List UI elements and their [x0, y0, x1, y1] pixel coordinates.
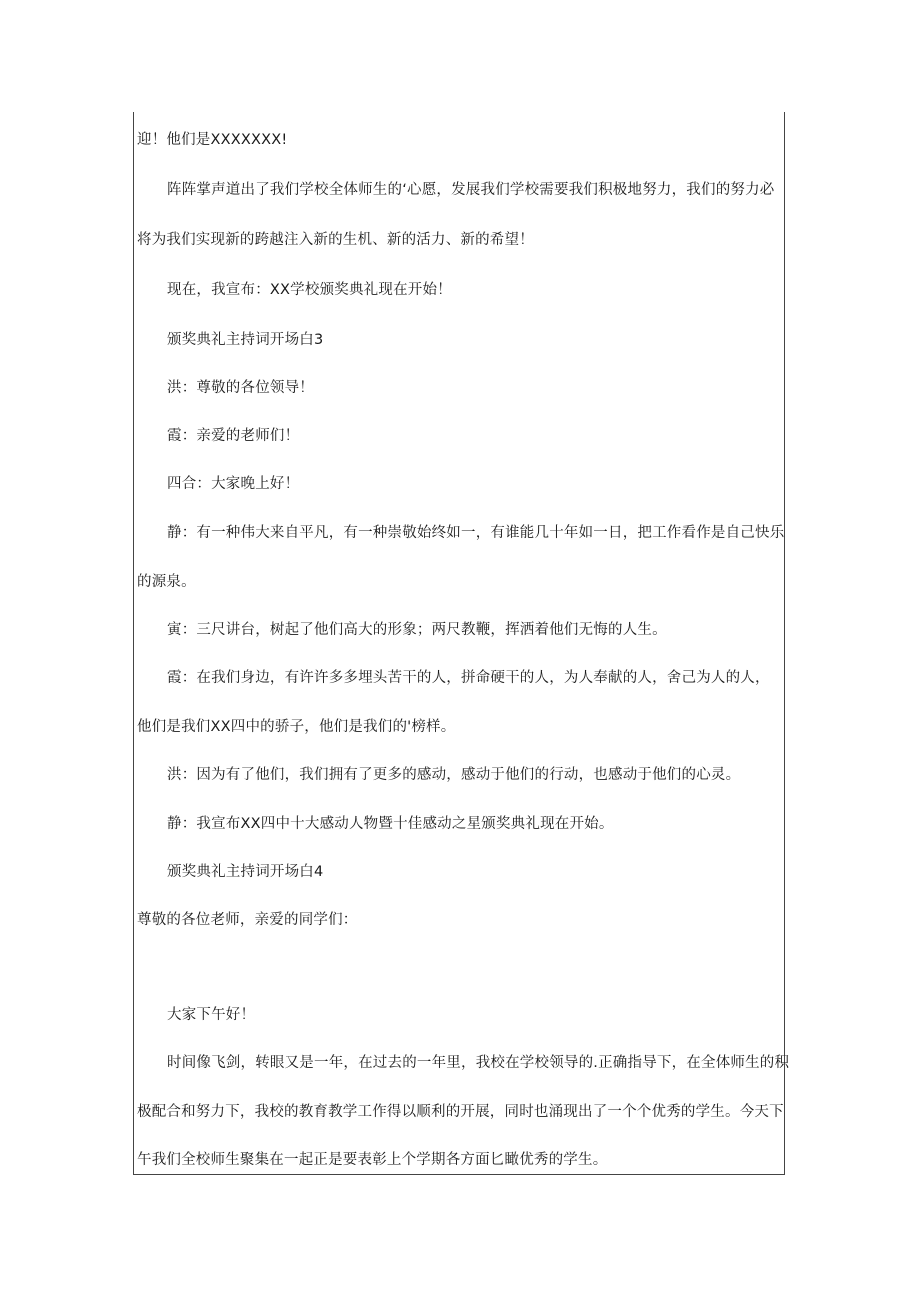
text-line: 极配合和努力下，我校的教育教学工作得以顺利的开展，同时也涌现出了一个个优秀的学生。今天下	[137, 1104, 784, 1120]
text-line: 四合：大家晚上好！	[167, 476, 300, 492]
text-line: 尊敬的各位老师，亲爱的同学们：	[137, 912, 358, 928]
text-line: 午我们全校师生聚集在一起正是要表彰上个学期各方面匕瞰优秀的学生。	[137, 1152, 608, 1168]
text-line: 静：有一种伟大来自平凡，有一种崇敬始终如一，有谁能几十年如一日，把工作看作是自己快乐	[167, 525, 785, 541]
text-line: 洪：因为有了他们，我们拥有了更多的感动，感动于他们的行动，也感动于他们的心灵。	[167, 767, 741, 783]
text-line: 大家下午好！	[167, 1007, 256, 1023]
text-line: 寅：三尺讲台，树起了他们高大的形象；两尺教鞭，挥洒着他们无悔的人生。	[167, 622, 667, 638]
text-line: 霞：亲爱的老师们！	[167, 428, 300, 444]
text-line: 他们是我们XX四中的骄子，他们是我们的'榜样。	[137, 719, 456, 735]
text-line: 现在，我宣布：XX学校颁奖典礼现在开始！	[167, 282, 452, 298]
text-line: 时间像飞剑，转眼又是一年，在过去的一年里，我校在学校领导的.正确指导下，在全体师生的积	[167, 1055, 790, 1071]
text-line: 的源泉。	[137, 574, 196, 590]
text-line: 迎！他们是XXXXXXX!	[137, 132, 288, 148]
text-line: 霞：在我们身边，有许许多多埋头苦干的人，拼命硬干的人，为人奉献的人，舍己为人的人，	[167, 670, 770, 686]
text-line: 洪：尊敬的各位领导！	[167, 380, 314, 396]
text-line: 静：我宣布XX四中十大感动人物暨十佳感动之星颁奖典礼现在开始。	[167, 816, 614, 832]
text-line: 阵阵掌声道出了我们学校全体师生的‘心愿，发展我们学校需要我们积极地努力，我们的努力必	[167, 182, 775, 198]
section-heading: 颁奖典礼主持词开场白4	[167, 864, 324, 880]
text-line: 将为我们实现新的跨越注入新的生机、新的活力、新的希望！	[137, 232, 534, 248]
section-heading: 颁奖典礼主持词开场白3	[167, 332, 324, 348]
